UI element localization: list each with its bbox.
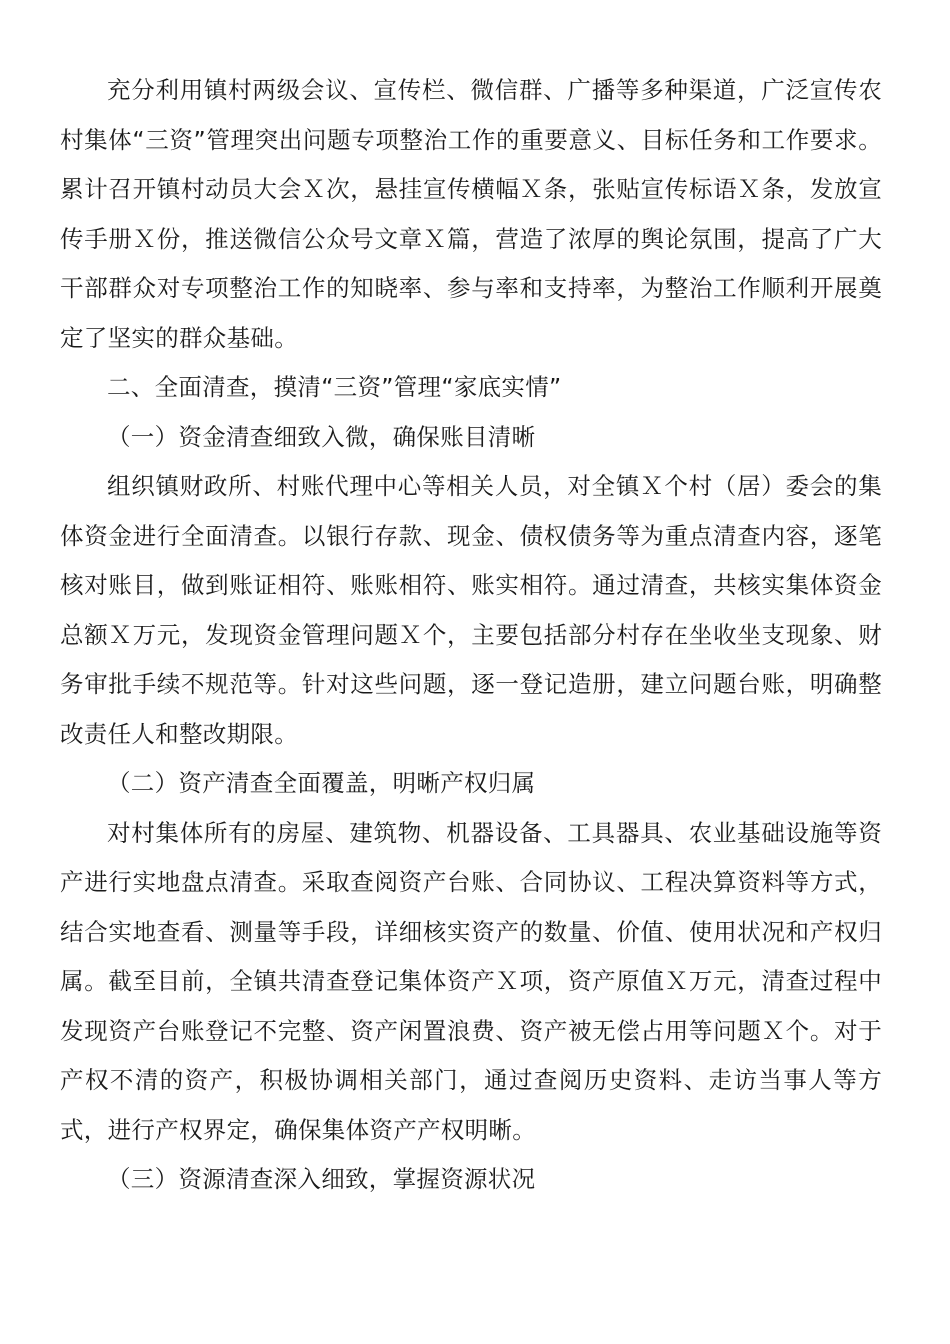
funds-paragraph: 组织镇财政所、村账代理中心等相关人员，对全镇Ｘ个村（居）委会的集体资金进行全面清查。以银行存款、现金、债权债务等为重点清查内容，逐笔核对账目，做到账证相符、账账相符、账实相符。通过清查，共核实集体资金总额Ｘ万元，发现资金管理问题Ｘ个，主要包括部分村存在坐收坐支现象、财务审批手续不规范等。针对这些问题，逐一登记造册，建立问题台账，明确整改责任人和整改期限。 [60,472,882,748]
subsection-heading: （二）资产清查全面覆盖，明晰产权归属 [107,769,536,797]
subsection-heading: （一）资金清查细致入微，确保账目清晰 [107,422,536,451]
publicity-paragraph: 充分利用镇村两级会议、宣传栏、微信群、广播等多种渠道，广泛宣传农村集体“三资”管理突出问题专项整治工作的重要意义、目标任务和工作要求。累计召开镇村动员大会Ｘ次，悬挂宣传横幅Ｘ条，张贴宣传标语Ｘ条，发放宣传手册Ｘ份，推送微信公众号文章Ｘ篇，营造了浓厚的舆论氛围，提高了广大干部群众对专项整治工作的知晓率、参与率和支持率，为整治工作顺利开展奠定了坚实的群众基础。 [60,76,882,352]
assets-paragraph: 对村集体所有的房屋、建筑物、机器设备、工具器具、农业基础设施等资产进行实地盘点清查。采取查阅资产台账、合同协议、工程决算资料等方式，结合实地查看、测量等手段，详细核实资产的数量、价值、使用状况和产权归属。截至目前，全镇共清查登记集体资产Ｘ项，资产原值Ｘ万元，清查过程中发现资产台账登记不完整、资产闲置浪费、资产被无偿占用等问题Ｘ个。对于产权不清的资产，积极协调相关部门，通过查阅历史资料、走访当事人等方式，进行产权界定，确保集体资产产权明晰。 [60,818,882,1144]
subsection-heading: （三）资源清查深入细致，掌握资源状况 [107,1165,536,1193]
document-page [60,66,882,1205]
section-heading: 二、全面清查，摸清“三资”管理“家底实情” [107,373,562,401]
